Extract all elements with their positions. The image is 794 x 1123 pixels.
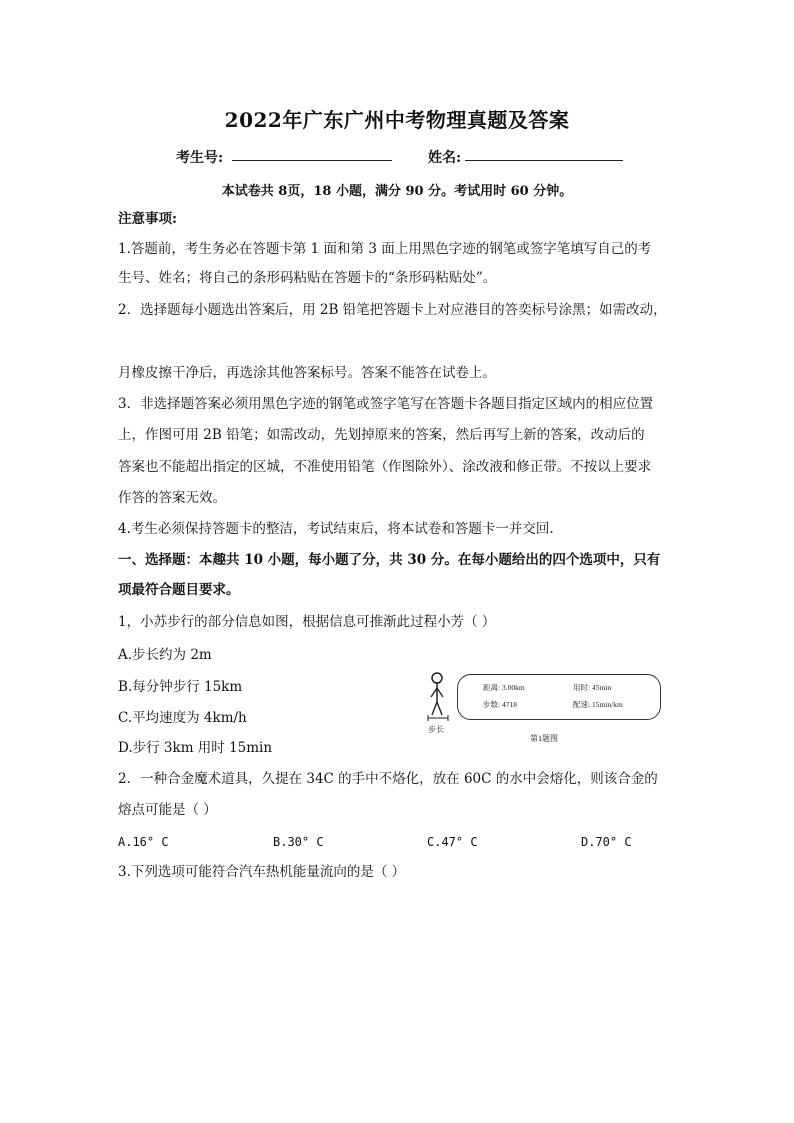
walk-stats-panel xyxy=(457,674,661,720)
note-1-line-1: 1.答题前，考生务必在答题卡第 1 面和第 3 面上用黑色字迹的钢笔或签字笔填写自己的考 xyxy=(118,241,652,257)
steps-stat: 步数: 4718 xyxy=(483,700,517,709)
question-2-option-d[interactable]: D.70° C xyxy=(581,835,632,849)
figure-caption: 第1题图 xyxy=(530,734,558,743)
time-stat: 用时: 45min xyxy=(573,683,612,692)
exam-summary: 本试卷共 8页，18 小题，满分 90 分。考试用时 60 分钟。 xyxy=(221,184,573,199)
question-2-option-b[interactable]: B.30° C xyxy=(273,835,324,849)
note-2-line-1: 2．选择题每小题选出答案后，用 2B 铅笔把答题卡上对应港目的答奕标号涂黑；如需改动， xyxy=(118,302,667,318)
question-2-stem-line-2: 熔点可能是（ ） xyxy=(118,802,217,818)
note-3-line-4: 作答的答案无效。 xyxy=(118,490,226,506)
name-field[interactable] xyxy=(465,160,623,161)
section-1-heading-line-2: 项最符合题目要求。 xyxy=(118,582,240,598)
question-2-option-a[interactable]: A.16° C xyxy=(118,835,169,849)
note-3-line-1: 3．非选择题答案必须用黑色字迹的钢笔或签字笔写在答题卡各题目指定区域内的相应位置 xyxy=(118,396,654,412)
question-2-option-c[interactable]: C.47° C xyxy=(427,835,478,849)
question-1-option-c[interactable]: C.平均速度为 4km/h xyxy=(118,710,247,726)
question-1-option-b[interactable]: B.每分钟步行 15km xyxy=(118,679,243,695)
note-4: 4.考生必须保持答题卡的整洁，考试结束后，将本试卷和答题卡一并交回. xyxy=(118,521,554,537)
notes-heading: 注意事项: xyxy=(118,211,177,227)
question-1-stem: 1，小苏步行的部分信息如图，根据信息可推渐此过程小芳（ ） xyxy=(118,614,496,630)
note-1-line-2: 生号、姓名；将自己的条形码粘贴在答题卡的“条形码粘贴处”。 xyxy=(118,270,497,286)
name-label: 姓名: xyxy=(428,150,462,166)
exam-number-field[interactable] xyxy=(232,160,392,161)
page-title: 2022年广东广州中考物理真题及答案 xyxy=(224,108,570,132)
note-3-line-3: 答案也不能超出指定的区城，不准使用铅笔（作图除外）、涂改液和修正带。不按以上要求 xyxy=(118,459,652,475)
pace-stat: 配速: 15min/km xyxy=(573,700,623,709)
distance-stat: 距离: 3.00km xyxy=(483,683,525,692)
section-1-heading-line-1: 一、选择题：本趣共 10 小题，每小题了分，共 30 分。在每小题给出的四个选项中，只有 xyxy=(118,552,661,568)
question-2-stem-line-1: 2．一种合金魔术道具，久提在 34C 的手中不烙化，放在 60C 的水中会熔化，则该合金的 xyxy=(118,771,658,787)
question-3-stem: 3.下列选项可能符合汽车热机能量流向的是（ ） xyxy=(118,864,406,880)
question-1-option-d[interactable]: D.步行 3km 用时 15min xyxy=(118,740,273,756)
question-1-option-a[interactable]: A.步长约为 2m xyxy=(118,647,212,663)
note-2-line-2: 月橡皮擦干净后，再选涂其他答案标号。答案不能答在试卷上。 xyxy=(118,365,496,381)
note-3-line-2: 上，作图可用 2B 铅笔；如需改动，先划掉原来的答案，然后再写上新的答案，改动后的 xyxy=(118,427,645,443)
stride-label: 步长 xyxy=(428,725,444,734)
exam-number-label: 考生号: xyxy=(176,150,224,166)
